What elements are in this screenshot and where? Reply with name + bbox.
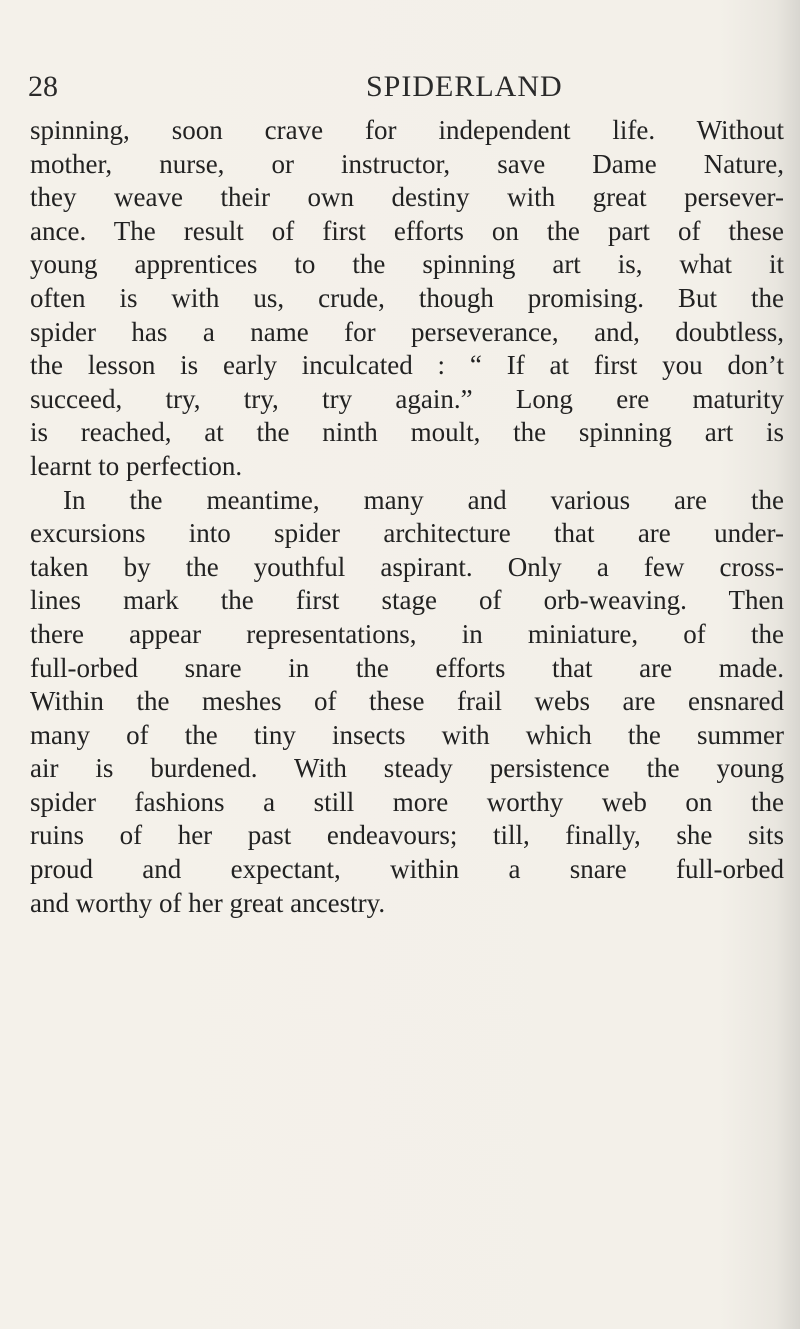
body-text	[30, 114, 784, 920]
text-line: air is burdened. With steady persistence the young	[30, 753, 784, 784]
text-line: lines mark the first stage of orb-weaving. Then	[30, 585, 784, 616]
text-line: ruins of her past endeavours; till, finally, she sits	[30, 820, 784, 851]
text-line: taken by the youthful aspirant. Only a few cross-	[30, 551, 784, 582]
text-line: In the meantime, many and various are the	[63, 484, 784, 515]
text-line: Within the meshes of these frail webs are ensnared	[30, 686, 784, 717]
page-number: 28	[28, 70, 58, 103]
text-line: spider fashions a still more worthy web on the	[30, 786, 784, 817]
text-line: mother, nurse, or instructor, save Dame Nature,	[30, 148, 784, 179]
text-line: ance. The result of first efforts on the part of these	[30, 215, 784, 246]
text-line: excursions into spider architecture that are under-	[30, 518, 784, 549]
page-header	[28, 62, 783, 112]
text-line: many of the tiny insects with which the summer	[30, 719, 784, 750]
text-line: full-orbed snare in the efforts that are made.	[30, 652, 784, 683]
text-line: succeed, try, try, try again.” Long ere maturity	[30, 383, 784, 414]
text-line: proud and expectant, within a snare full-orbed	[30, 854, 784, 885]
text-line: they weave their own destiny with great persever-	[30, 182, 784, 213]
text-line: young apprentices to the spinning art is, what it	[30, 249, 784, 280]
text-line: and worthy of her great ancestry.	[30, 887, 386, 918]
text-line: there appear representations, in miniature, of the	[30, 618, 784, 649]
running-head: SPIDERLAND	[366, 70, 563, 103]
text-line: often is with us, crude, though promising. But the	[30, 282, 784, 313]
text-line: spider has a name for perseverance, and, doubtless,	[30, 316, 784, 347]
text-line: spinning, soon crave for independent life. Without	[30, 115, 784, 145]
text-line: the lesson is early inculcated : “ If at first you don’t	[30, 350, 784, 381]
text-line: learnt to perfection.	[30, 450, 243, 481]
text-line: is reached, at the ninth moult, the spinning art is	[30, 417, 784, 448]
